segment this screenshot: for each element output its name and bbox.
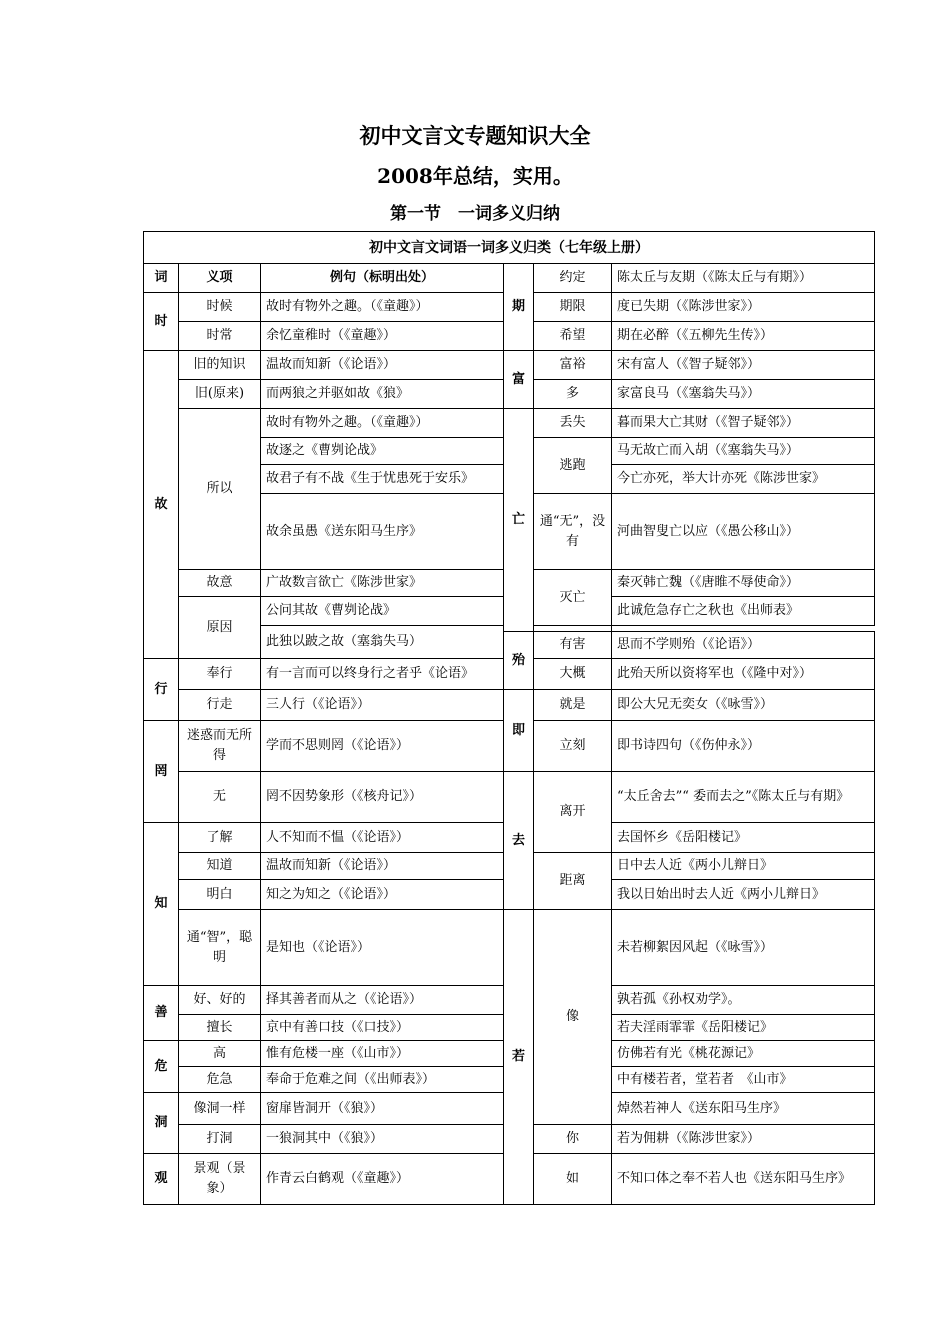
example-cell: 广故数言欲亡《陈涉世家》 (261, 570, 504, 597)
meaning-cell: 行走 (179, 690, 261, 721)
meaning-cell: 景观（景象） (179, 1154, 261, 1205)
example-cell: 人不知而不愠（《论语》） (261, 823, 504, 853)
example-cell: 孰若孤《孙权劝学》。 (612, 986, 875, 1015)
example-cell: 余忆童稚时（《童趣》） (261, 322, 504, 351)
example-cell: 择其善者而从之（《论语》） (261, 986, 504, 1015)
example-cell: 河曲智叟亡以应（《愚公移山》） (612, 494, 875, 570)
example-cell: 一狼洞其中（《狼》） (261, 1125, 504, 1154)
word-cell: 故 (144, 351, 179, 659)
example-cell: 故时有物外之趣。（《童趣》） (261, 409, 504, 438)
meaning-cell: 如 (534, 1154, 612, 1205)
example-cell: 马无故亡而入胡（《塞翁失马》） (612, 438, 875, 465)
example-cell: 故逐之《曹刿论战》 (261, 438, 504, 465)
meaning-cell: 所以 (179, 409, 261, 570)
example-cell: 未若柳絮因风起（《咏雪》） (612, 910, 875, 986)
example-cell: 宋有富人（《智子疑邻》） (612, 351, 875, 380)
example-cell: 此独以跛之故（塞翁失马） (261, 626, 504, 659)
meaning-cell: 你 (534, 1125, 612, 1154)
meaning-cell: 危急 (179, 1067, 261, 1093)
example-cell: 此殆天所以资将军也（《隆中对》） (612, 659, 875, 690)
meaning-cell: 立刻 (534, 721, 612, 772)
polysemy-table (143, 231, 875, 1205)
meaning-cell: 有害 (534, 632, 612, 659)
document-subtitle: 2008年总结，实用。 (377, 164, 573, 188)
example-cell: 故余虽愚《送东阳马生序》 (261, 494, 504, 570)
meaning-cell: 丢失 (534, 409, 612, 438)
meaning-cell: 就是 (534, 690, 612, 721)
example-cell: 有一言而可以终身行之者乎《论语》 (261, 659, 504, 690)
word-cell: 若 (504, 910, 534, 1205)
word-cell: 期 (504, 264, 534, 351)
meaning-cell: 通“智”，聪明 (179, 910, 261, 986)
example-cell: 暮而果大亡其财（《智子疑邻》） (612, 409, 875, 438)
example-cell: 日中去人近《两小儿辩日》 (612, 853, 875, 880)
example-cell: 惟有危楼一座（《山市》） (261, 1041, 504, 1067)
header-example: 例句（标明出处） (261, 264, 504, 293)
meaning-cell: 原因 (179, 597, 261, 659)
meaning-cell: 无 (179, 772, 261, 823)
example-cell: 京中有善口技（《口技》） (261, 1015, 504, 1041)
example-cell: 仿佛若有光《桃花源记》 (612, 1041, 875, 1067)
meaning-cell: 期限 (534, 293, 612, 322)
meaning-cell: 通“无”，没有 (534, 494, 612, 570)
example-cell: 而两狼之并驱如故《狼》 (261, 380, 504, 409)
example-cell: 今亡亦死，举大计亦死《陈涉世家》 (612, 465, 875, 494)
meaning-cell: 离开 (534, 772, 612, 853)
example-cell: 家富良马（《塞翁失马》） (612, 380, 875, 409)
word-cell: 时 (144, 293, 179, 351)
word-cell: 洞 (144, 1093, 179, 1154)
word-cell: 亡 (504, 409, 534, 632)
table-caption: 初中文言文词语一词多义归类（七年级上册） (144, 232, 875, 264)
meaning-cell: 希望 (534, 322, 612, 351)
example-cell: 罔不因势象形（《核舟记》） (261, 772, 504, 823)
meaning-cell: 故意 (179, 570, 261, 597)
meaning-cell: 富裕 (534, 351, 612, 380)
meaning-cell: 好、好的 (179, 986, 261, 1015)
example-cell: 故君子有不战《生于忧患死于安乐》 (261, 465, 504, 494)
meaning-cell: 擅长 (179, 1015, 261, 1041)
word-cell: 危 (144, 1041, 179, 1093)
word-cell: 即 (504, 690, 534, 772)
example-cell: 作青云白鹤观（《童趣》） (261, 1154, 504, 1205)
meaning-cell: 像 (534, 910, 612, 1125)
example-cell: 温故而知新（《论语》） (261, 351, 504, 380)
word-cell: 富 (504, 351, 534, 409)
word-cell: 善 (144, 986, 179, 1041)
example-cell: 度已失期（《陈涉世家》） (612, 293, 875, 322)
example-cell: 奉命于危难之间（《出师表》） (261, 1067, 504, 1093)
meaning-cell: 高 (179, 1041, 261, 1067)
document-title: 初中文言文专题知识大全 (359, 123, 591, 148)
meaning-cell: 距离 (534, 853, 612, 910)
meaning-cell: 打洞 (179, 1125, 261, 1154)
header-word: 词 (144, 264, 179, 293)
example-cell: 秦灭韩亡魏（《唐睢不辱使命》） (612, 570, 875, 597)
example-cell: 是知也（《论语》） (261, 910, 504, 986)
meaning-cell: 迷惑而无所得 (179, 721, 261, 772)
meaning-cell: 像洞一样 (179, 1093, 261, 1125)
word-cell: 罔 (144, 721, 179, 823)
example-cell: 公问其故《曹刿论战》 (261, 597, 504, 626)
example-cell: 若夫淫雨霏霏《岳阳楼记》 (612, 1015, 875, 1041)
meaning-cell: 时常 (179, 322, 261, 351)
example-cell: 学而不思则罔（《论语》） (261, 721, 504, 772)
example-cell: 陈太丘与友期（《陈太丘与有期》） (612, 264, 875, 293)
meaning-cell: 约定 (534, 264, 612, 293)
example-cell: 温故而知新（《论语》） (261, 853, 504, 880)
example-cell: 若为佣耕（《陈涉世家》） (612, 1125, 875, 1154)
example-cell: 不知口体之奉不若人也《送东阳马生序》 (612, 1154, 875, 1205)
section-heading: 第一节 一词多义归纳 (390, 204, 560, 224)
example-cell: 窗扉皆洞开（《狼》） (261, 1093, 504, 1125)
word-cell: 行 (144, 659, 179, 721)
example-cell: 焯然若神人《送东阳马生序》 (612, 1093, 875, 1125)
word-cell: 知 (144, 823, 179, 986)
example-cell: 即书诗四句（《伤仲永》） (612, 721, 875, 772)
header-meaning: 义项 (179, 264, 261, 293)
meaning-cell: 旧(原来) (179, 380, 261, 409)
word-cell: 观 (144, 1154, 179, 1205)
meaning-cell: 灭亡 (534, 570, 612, 626)
meaning-cell: 旧的知识 (179, 351, 261, 380)
example-cell: 故时有物外之趣。（《童趣》） (261, 293, 504, 322)
example-cell: 中有楼若者，堂若者 《山市》 (612, 1067, 875, 1093)
example-cell: 三人行（《论语》） (261, 690, 504, 721)
meaning-cell: 多 (534, 380, 612, 409)
meaning-cell: 时候 (179, 293, 261, 322)
example-cell: 我以日始出时去人近《两小儿辩日》 (612, 880, 875, 910)
word-cell: 殆 (504, 632, 534, 690)
example-cell: 即公大兄无奕女（《咏雪》） (612, 690, 875, 721)
meaning-cell: 奉行 (179, 659, 261, 690)
meaning-cell: 了解 (179, 823, 261, 853)
example-cell: 期在必醉（《五柳先生传》） (612, 322, 875, 351)
example-cell: “太丘舍去”“ 委而去之”《陈太丘与有期》 (612, 772, 875, 823)
meaning-cell: 明白 (179, 880, 261, 910)
word-cell: 去 (504, 772, 534, 910)
example-cell: 思而不学则殆（《论语》） (612, 632, 875, 659)
meaning-cell: 大概 (534, 659, 612, 690)
example-cell: 此诚危急存亡之秋也《出师表》 (612, 597, 875, 626)
meaning-cell: 逃跑 (534, 438, 612, 494)
example-cell: 知之为知之（《论语》） (261, 880, 504, 910)
meaning-cell: 知道 (179, 853, 261, 880)
example-cell: 去国怀乡《岳阳楼记》 (612, 823, 875, 853)
